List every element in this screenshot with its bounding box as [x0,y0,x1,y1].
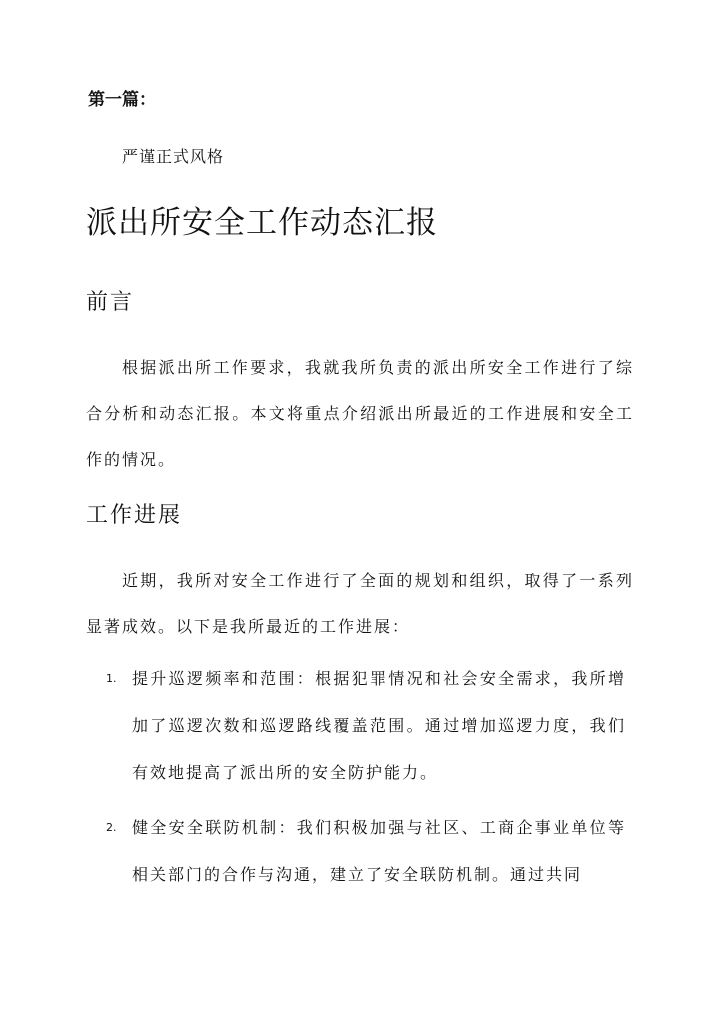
part-label: 第一篇： [88,90,156,110]
list-item-text: 提升巡逻频率和范围：根据犯罪情况和社会安全需求，我所增加了巡逻次数和巡逻路线覆盖范围。通过增加巡逻力度，我们有效地提高了派出所的安全防护能力。 [132,669,626,782]
list-item-text: 健全安全联防机制：我们积极加强与社区、工商企事业单位等相关部门的合作与沟通，建立了安全联防机制。通过共同 [132,818,626,884]
list-item [106,804,626,898]
list-item-number: 2. [106,821,117,834]
list-item-number: 1. [106,672,117,685]
document-title: 派出所安全工作动态汇报 [86,205,438,241]
section-heading-progress: 工作进展 [86,503,183,528]
section-heading-preface: 前言 [86,290,135,315]
progress-paragraph: 近期，我所对安全工作进行了全面的规划和组织，取得了一系列显著成效。以下是我所最近的工作进展： [86,571,634,636]
progress-list [106,655,626,898]
preface-paragraph: 根据派出所工作要求，我就我所负责的派出所安全工作进行了综合分析和动态汇报。本文将重点介绍派出所最近的工作进展和安全工作的情况。 [86,358,634,469]
style-label: 严谨正式风格 [122,147,225,166]
list-item [106,655,626,796]
